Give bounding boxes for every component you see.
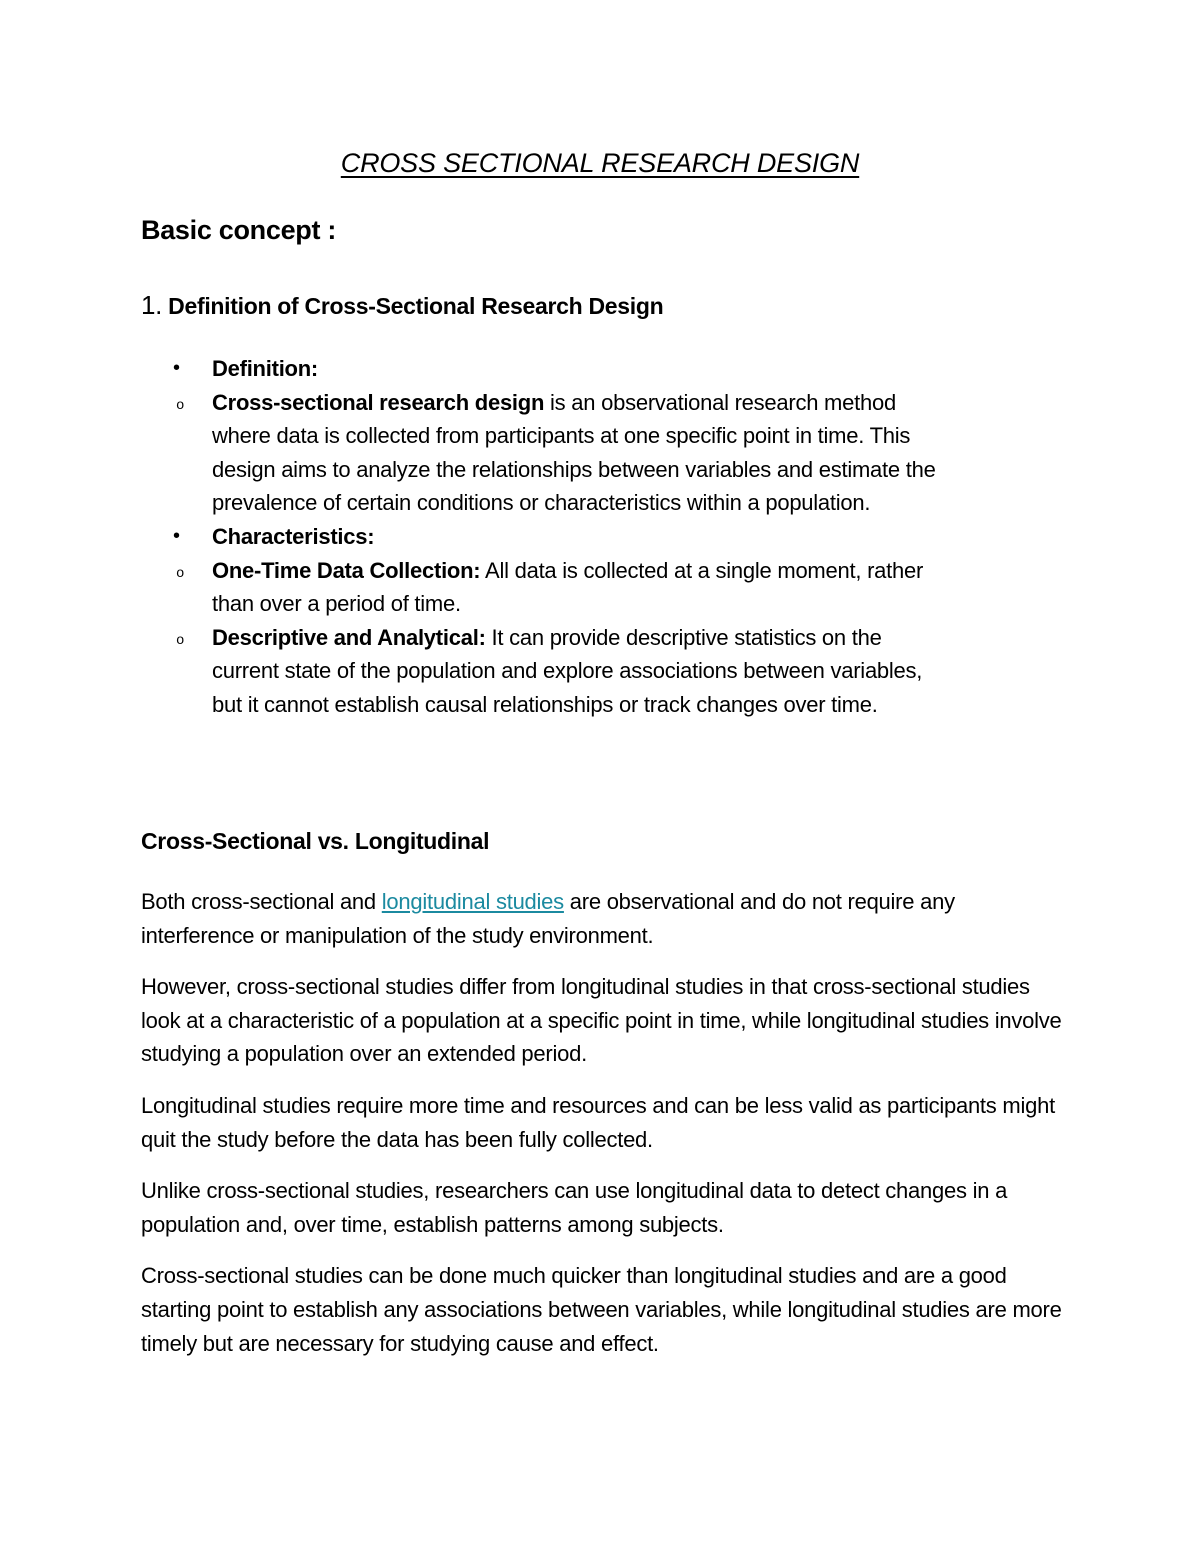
paragraph: Longitudinal studies require more time and resources and can be less valid as participants might quit the study before the data has been fully collected.	[141, 1092, 1055, 1152]
section1-heading-text: Definition of Cross-Sectional Research Design	[162, 293, 664, 319]
sub-bullet-item	[141, 554, 952, 621]
longitudinal-studies-link[interactable]: longitudinal studies	[381, 889, 564, 914]
sub-bullet-icon: o	[176, 632, 185, 649]
section1-heading	[141, 287, 663, 324]
section1-number: 1.	[141, 290, 163, 320]
section2-body	[141, 885, 1071, 1378]
para1-before: Both cross-sectional and	[141, 889, 382, 914]
sub-bullet-item	[141, 386, 952, 520]
definition-label: Definition:	[212, 356, 319, 381]
sub-item-bold: Descriptive and Analytical:	[212, 624, 486, 650]
section2-heading: Cross-Sectional vs. Longitudinal	[141, 828, 490, 854]
sub-bullet-icon: o	[176, 565, 185, 582]
bullet-item-characteristics	[141, 520, 1081, 554]
bullet-item-definition	[141, 352, 1081, 386]
paragraph	[141, 885, 1071, 952]
sub-item-bold: One-Time Data Collection:	[212, 557, 481, 583]
sub-bullet-item	[141, 621, 952, 722]
bullet-icon: •	[173, 357, 180, 379]
sub-item-text: All data is collected at a single moment, rather than over a period of time.	[212, 557, 924, 617]
basic-concept-heading: Basic concept :	[141, 215, 337, 245]
sub-bullet-icon: o	[176, 397, 185, 414]
sub-item-bold: Cross-sectional research design	[212, 389, 545, 415]
characteristics-label: Characteristics:	[212, 523, 375, 549]
page-title: CROSS SECTIONAL RESEARCH DESIGN	[340, 148, 860, 178]
definition-bullet-list	[141, 352, 1081, 722]
bullet-icon: •	[173, 524, 180, 547]
sub-item-text: is an observational research method where data is collected from participants at one specific point in time. This design aims to analyze the relationships between variables and estimate the prevalence of certain conditions or characteristics within a population.	[212, 389, 936, 516]
paragraph: However, cross-sectional studies differ from longitudinal studies in that cross-sectional studies look at a characteristic of a population at a specific point in time, while longitudinal studies involve studying a population over an extended period.	[141, 974, 1062, 1067]
para1-after: are observational and do not require any interference or manipulation of the study environment.	[141, 889, 955, 948]
paragraph: Cross-sectional studies can be done much quicker than longitudinal studies and are a good starting point to establish any associations between variables, while longitudinal studies are more timely but are necessary for studying cause and effect.	[141, 1263, 1062, 1356]
paragraph: Unlike cross-sectional studies, researchers can use longitudinal data to detect changes in a population and, over time, establish patterns among subjects.	[141, 1178, 1008, 1237]
sub-item-text: It can provide descriptive statistics on the current state of the population and explore associations between variables, but it cannot establish causal relationships or track changes over time.	[212, 624, 923, 717]
